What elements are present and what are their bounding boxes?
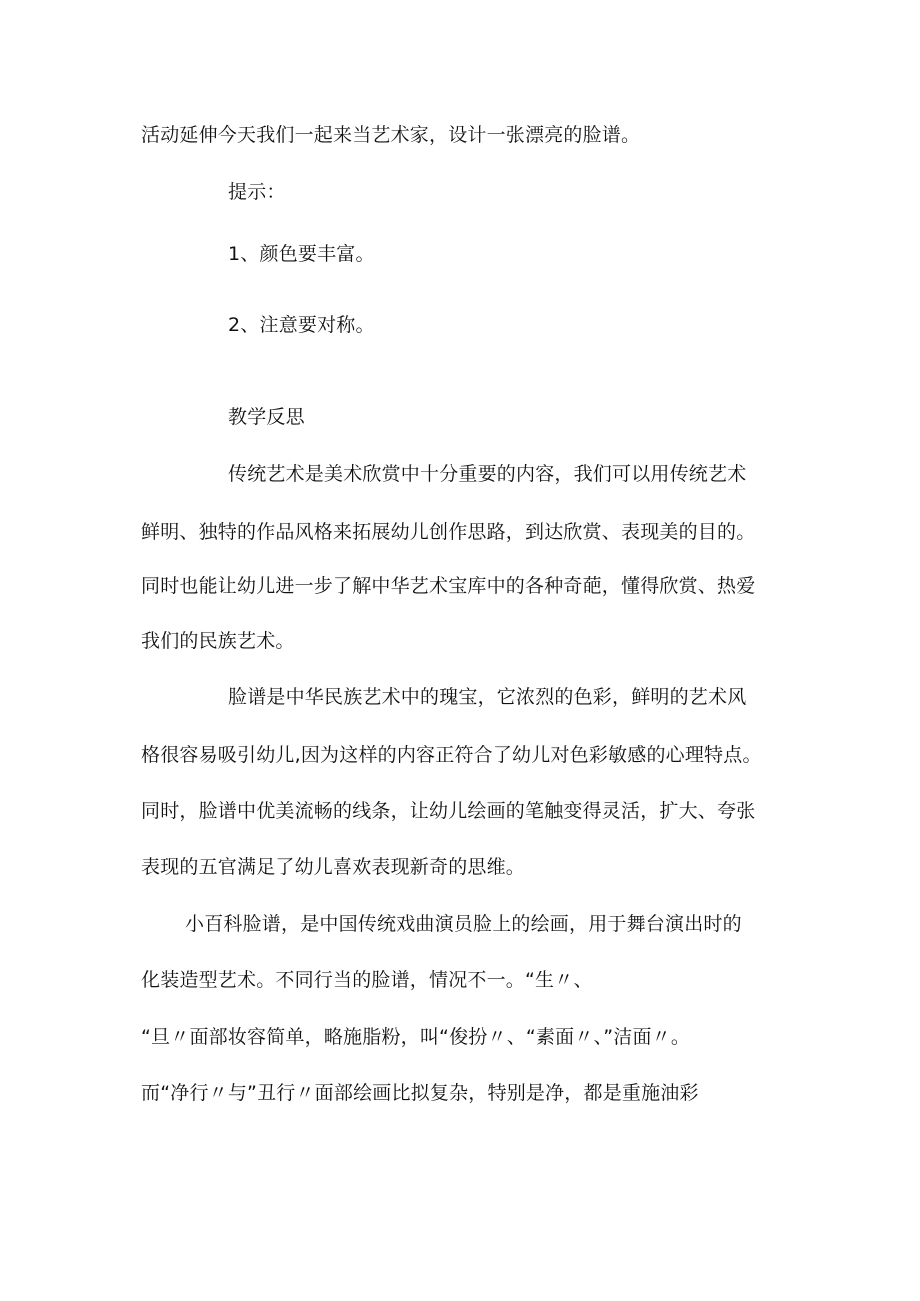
hint-item-1: 1、颜色要丰富。 (228, 243, 375, 265)
paragraph-1-line-3: 同时也能让幼儿进一步了解中华艺术宝库中的各种奇葩，懂得欣赏、热爱 (141, 575, 756, 597)
paragraph-2-line-1: 脸谱是中华民族艺术中的瑰宝，它浓烈的色彩，鲜明的艺术风 (228, 686, 747, 708)
hint-item-2: 2、注意要对称。 (228, 314, 375, 336)
paragraph-2-line-4: 表现的五官满足了幼儿喜欢表现新奇的思维。 (141, 856, 526, 878)
encyclopedia-line-3: “旦〃面部妆容简单，略施脂粉，叫“俊扮〃、“素面〃、”洁面〃。 (141, 1026, 691, 1048)
section-heading-teaching-reflection: 教学反思 (228, 406, 305, 428)
paragraph-2-line-2: 格很容易吸引幼儿,因为这样的内容正符合了幼儿对色彩敏感的心理特点。 (141, 744, 762, 766)
encyclopedia-line-4: 而“净行〃与”丑行〃面部绘画比拟复杂，特别是净，都是重施油彩 (141, 1082, 699, 1104)
activity-extension-line: 活动延伸今天我们一起来当艺术家，设计一张漂亮的脸谱。 (141, 124, 641, 146)
paragraph-1-line-4: 我们的民族艺术。 (141, 630, 295, 652)
encyclopedia-line-1: 小百科脸谱，是中国传统戏曲演员脸上的绘画，用于舞台演出时的 (185, 913, 742, 935)
paragraph-1-line-2: 鲜明、独特的作品风格来拓展幼儿创作思路，到达欣赏、表现美的目的。 (141, 521, 756, 543)
encyclopedia-line-2: 化装造型艺术。不同行当的脸谱，情况不一。“生〃、 (141, 969, 593, 991)
paragraph-2-line-3: 同时，脸谱中优美流畅的线条，让幼儿绘画的笔触变得灵活，扩大、夸张 (141, 800, 756, 822)
hint-heading: 提示： (228, 181, 286, 203)
paragraph-1-line-1: 传统艺术是美术欣赏中十分重要的内容，我们可以用传统艺术 (228, 463, 747, 485)
